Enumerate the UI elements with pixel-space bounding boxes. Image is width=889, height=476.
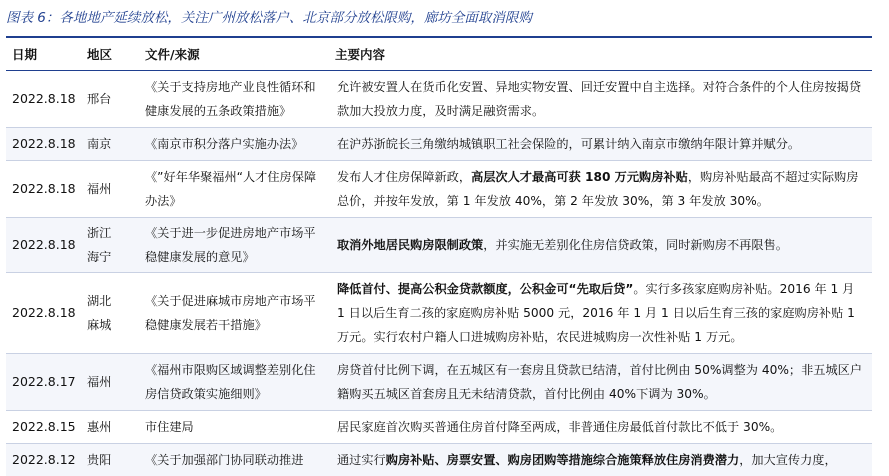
cell-content	[329, 444, 872, 476]
cell-region: 浙江 海宁	[81, 218, 139, 273]
cell-region: 邢台	[81, 71, 139, 128]
content-text: 通过实行	[337, 453, 386, 467]
cell-date: 2022.8.15	[6, 411, 81, 444]
header-content: 主要内容	[329, 38, 872, 71]
cell-content	[329, 128, 872, 161]
cell-content	[329, 161, 872, 218]
content-emphasis: 购房补贴、房票安置、购房团购等措施综合施策释放住房消费潜力	[386, 453, 739, 467]
content-text: ，加大宣传力度，	[739, 453, 837, 467]
content-emphasis: 取消外地居民购房限制政策	[337, 238, 483, 252]
table-row	[6, 161, 872, 218]
cell-source: 市住建局	[139, 411, 329, 444]
cell-content	[329, 411, 872, 444]
table-row	[6, 128, 872, 161]
content-text: 居民家庭首次购买普通住房首付降至两成，非普通住房最低首付款比不低于 30%。	[337, 420, 782, 434]
header-date: 日期	[6, 38, 81, 71]
table-row	[6, 444, 872, 476]
cell-date: 2022.8.18	[6, 273, 81, 354]
cell-date: 2022.8.18	[6, 71, 81, 128]
cell-content	[329, 273, 872, 354]
cell-source: 《关于支持房地产业良性循环和健康发展的五条政策措施》	[139, 71, 329, 128]
cell-region: 南京	[81, 128, 139, 161]
cell-date: 2022.8.17	[6, 354, 81, 411]
cell-region: 福州	[81, 354, 139, 411]
table-header-row	[6, 38, 872, 71]
content-emphasis: 高层次人才最高可获 180 万元购房补贴	[471, 170, 688, 184]
cell-date: 2022.8.18	[6, 161, 81, 218]
policy-table	[6, 38, 872, 476]
content-text: 在沪苏浙皖长三角缴纳城镇职工社会保险的，可累计纳入南京市缴纳年限计算并赋分。	[337, 137, 800, 151]
table-row	[6, 273, 872, 354]
table-row	[6, 354, 872, 411]
cell-source: 《关于促进麻城市房地产市场平稳健康发展若干措施》	[139, 273, 329, 354]
cell-content	[329, 218, 872, 273]
content-emphasis: 降低首付、提高公积金贷款额度，公积金可“先取后贷”	[337, 282, 633, 296]
header-region: 地区	[81, 38, 139, 71]
table-row	[6, 71, 872, 128]
content-text: 房贷首付比例下调，在五城区有一套房且贷款已结清，首付比例由 50%调整为 40%；非五城区户籍购买五城区首套房且无未结清贷款，首付比例由 40%下调为 30%。	[337, 363, 862, 401]
table-row	[6, 411, 872, 444]
content-text: 发布人才住房保障新政，	[337, 170, 471, 184]
cell-region: 福州	[81, 161, 139, 218]
cell-source: 《关于进一步促进房地产市场平稳健康发展的意见》	[139, 218, 329, 273]
cell-source: 《福州市限购区域调整差别化住房信贷政策实施细则》	[139, 354, 329, 411]
figure-title: 图表 6：各地地产延续放松，关注广州放松落户、北京部分放松限购，廊坊全面取消限购	[6, 6, 532, 30]
content-text: 。实行多孩家庭购房补贴。2016 年 1 月 1 日以后生育二孩的家庭购房补贴 5000 元，2016 年 1 月 1 日以后生育三孩的家庭购房补贴 1 万元。实行农村户籍人口进城购房补贴，农民进城购房一次性补贴 1 万元。	[337, 282, 855, 344]
cell-content	[329, 354, 872, 411]
cell-region: 惠州	[81, 411, 139, 444]
cell-content	[329, 71, 872, 128]
cell-source: 《南京市积分落户实施办法》	[139, 128, 329, 161]
header-source: 文件/来源	[139, 38, 329, 71]
cell-source: 《”好年华聚福州“人才住房保障办法》	[139, 161, 329, 218]
cell-source: 《关于加强部门协同联动推进	[139, 444, 329, 476]
cell-date: 2022.8.18	[6, 218, 81, 273]
content-text: ，并实施无差别化住房信贷政策，同时新购房不再限售。	[483, 238, 788, 252]
table-row	[6, 218, 872, 273]
cell-date: 2022.8.18	[6, 128, 81, 161]
content-text: ，购房补贴最高不超过实际购房总价，并按年发放，第 1 年发放 40%，第 2 年发放 30%，第 3 年发放 30%。	[337, 170, 858, 208]
cell-date: 2022.8.12	[6, 444, 81, 476]
content-text: 允许被安置人在货币化安置、异地实物安置、回迁安置中自主选择。对符合条件的个人住房按揭贷款加大投放力度，及时满足融资需求。	[337, 80, 861, 118]
cell-region: 湖北 麻城	[81, 273, 139, 354]
cell-region: 贵阳	[81, 444, 139, 476]
